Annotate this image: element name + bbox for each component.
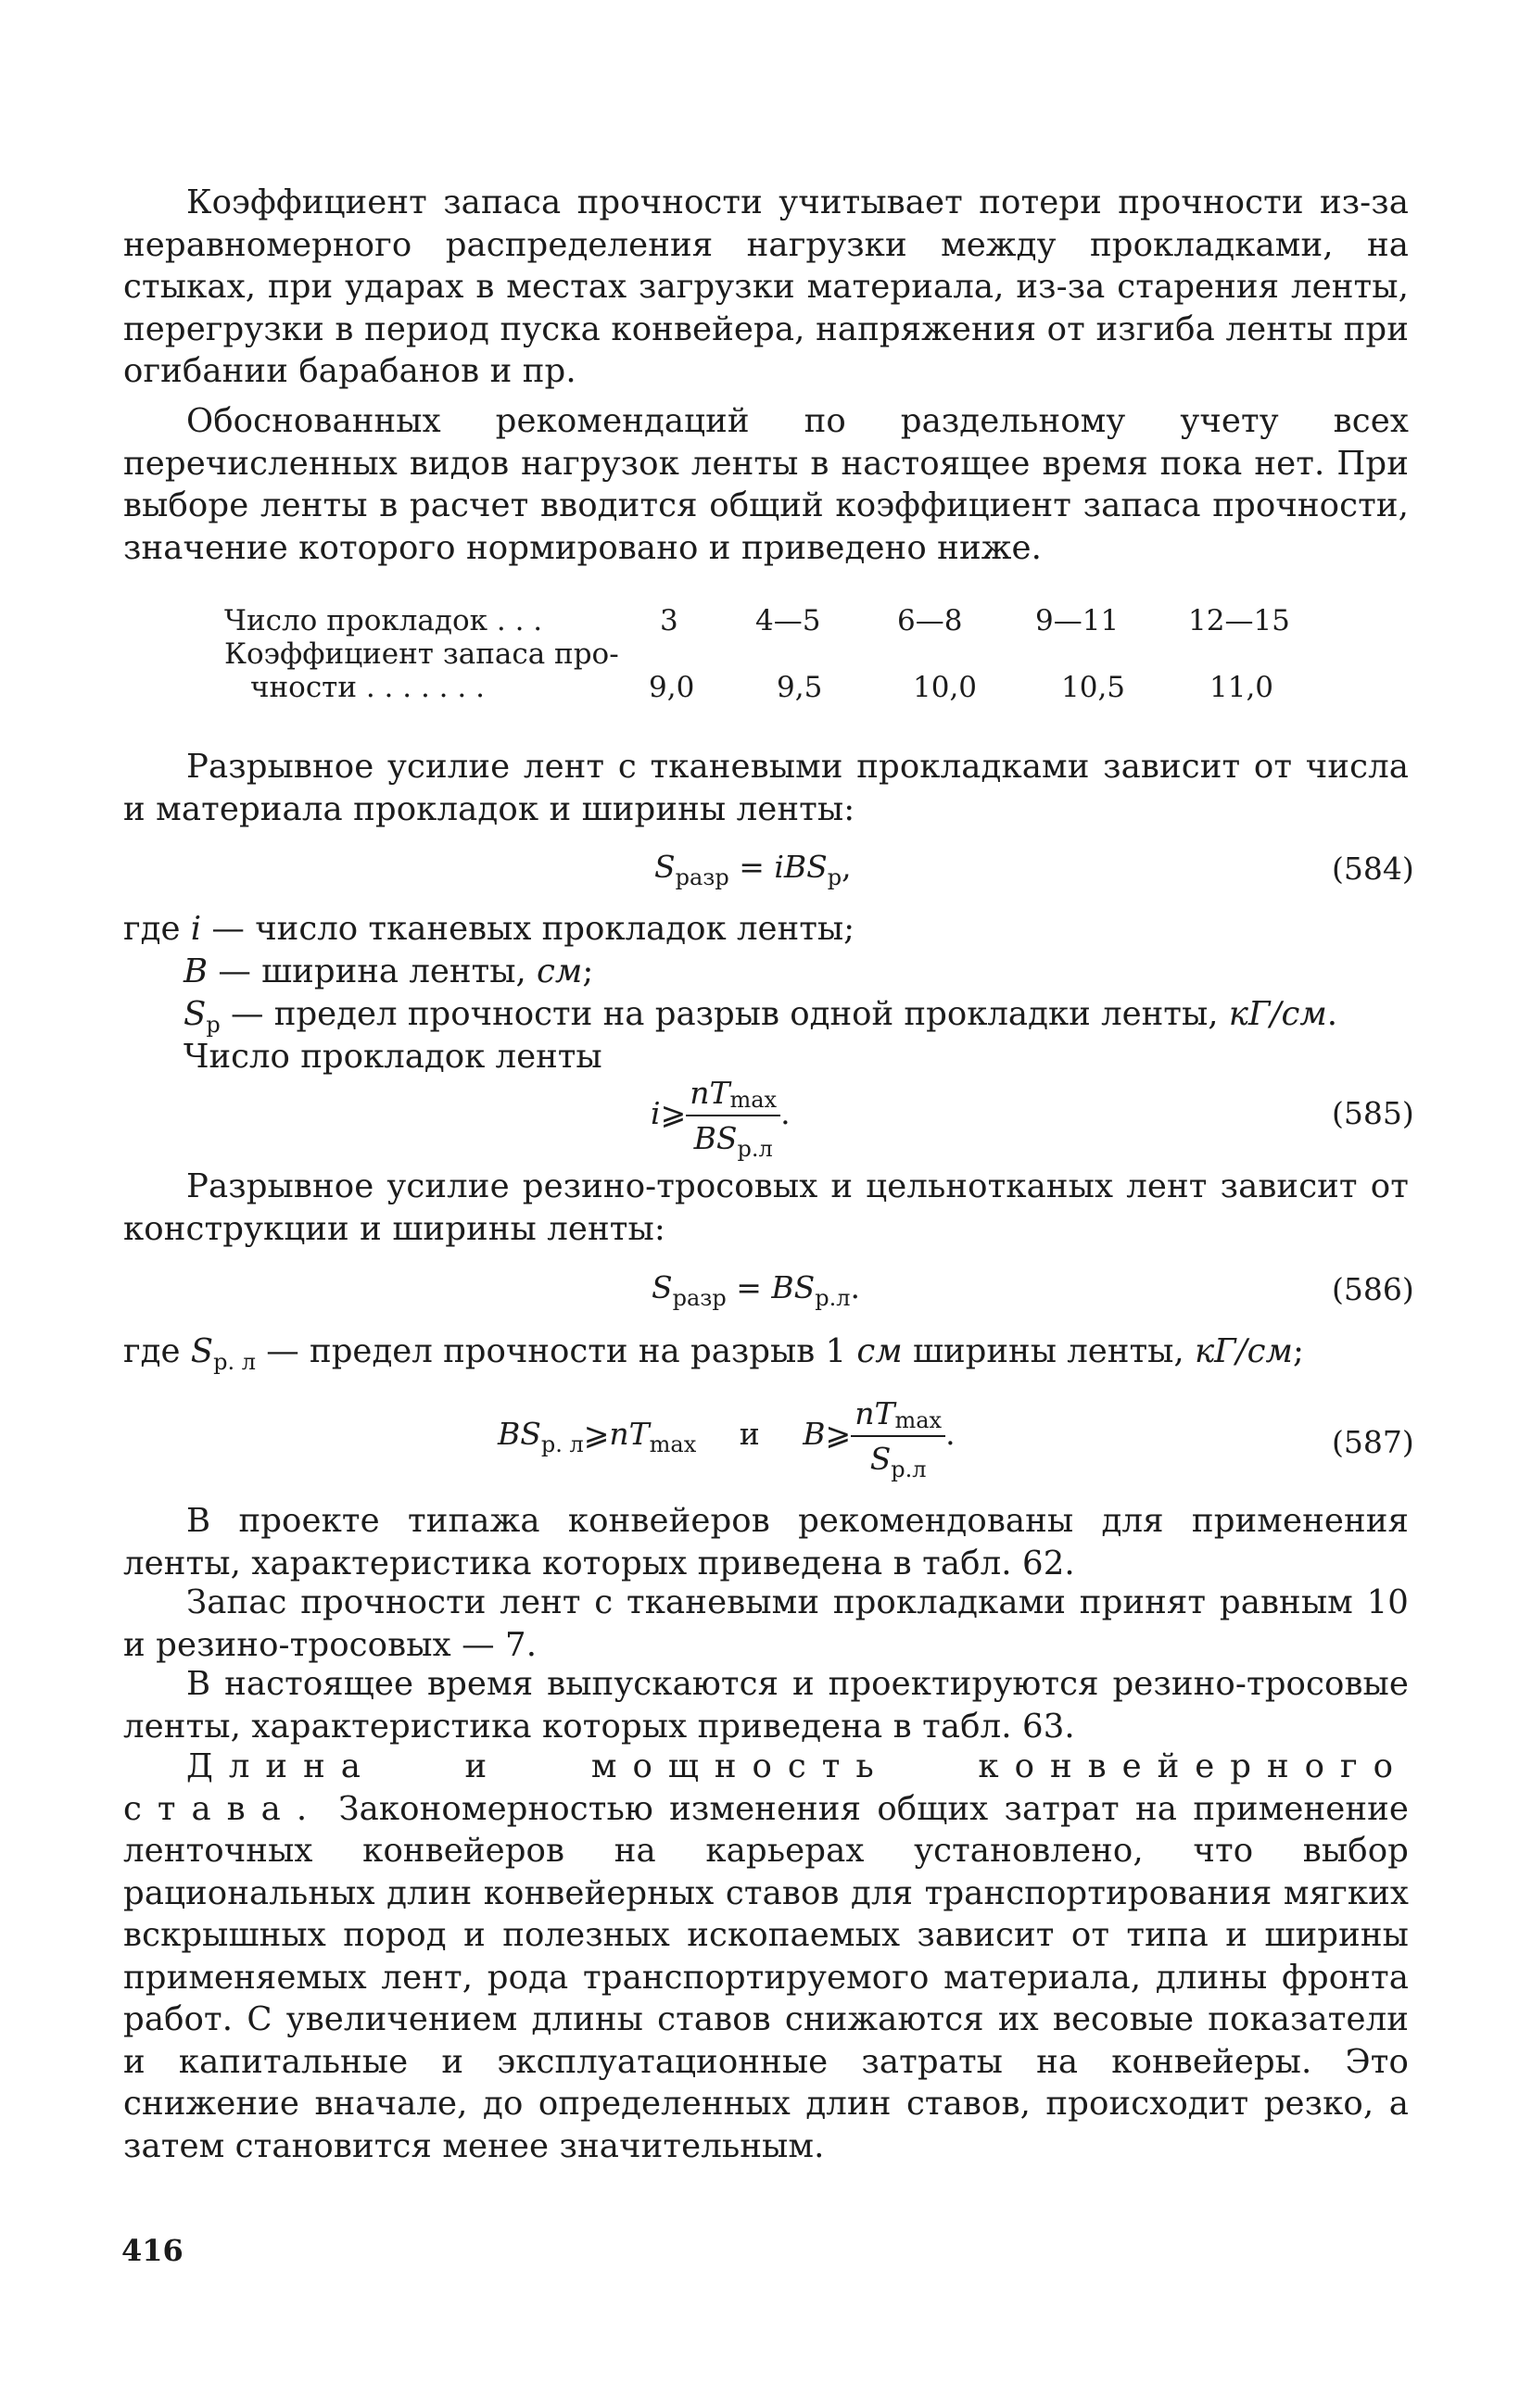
paragraph-safety-factor: Коэффициент запаса прочности учитывает потери прочности из-за неравномерного распределения нагрузки между прокладками, на стыках, при ударах в местах загрузки материала, из-за старения ленты, перегрузки в период пуска конвейера, напряжения от изгиба ленты при огибании барабанов и пр. bbox=[123, 183, 1409, 390]
table-plies-cell: 12—15 bbox=[1188, 604, 1290, 637]
table-label-factor-b: чности . . . . . . . bbox=[250, 671, 485, 704]
formula-584: $S_{разр} = iBS_р$, bbox=[654, 849, 852, 890]
table-factor-cell: 9,0 bbox=[649, 671, 695, 704]
table-plies-cell: 6—8 bbox=[897, 604, 963, 637]
table-factor-cell: 11,0 bbox=[1209, 671, 1274, 704]
table-plies-cell: 9—11 bbox=[1035, 604, 1120, 637]
table-factor-cell: 9,5 bbox=[777, 671, 823, 704]
paragraph-breaking-force-steel: Разрывное усилие резино-тросовых и цельнотканых лент зависит от конструкции и ширины ленты: bbox=[123, 1167, 1409, 1248]
page-number: 416 bbox=[121, 2233, 184, 2268]
where-b-line: B — ширина ленты, см; bbox=[184, 952, 594, 990]
formula-587: $BS_{р. л}⩾nT_{max}$ и B⩾ $\frac{nTmax}{S_{р.л}}$ . bbox=[498, 1395, 956, 1482]
equation-number-586: (586) bbox=[1332, 1271, 1414, 1307]
table-label-factor-a: Коэффициент запаса про- bbox=[224, 637, 619, 671]
paragraph-recommendations: Обоснованных рекомендаций по раздельному учету всех перечисленных видов нагрузок ленты в настоящее время пока нет. При выборе ленты в расчет вводится общий коэффициент запаса прочности, значение которого нормировано и приведено ниже. bbox=[123, 402, 1409, 567]
formula-585: i⩾ $\frac{nTmax}{BS_{р.л}}$ . bbox=[651, 1075, 791, 1162]
paragraph-safety-accepted: Запас прочности лент с тканевыми прокладками принят равным 10 и резино-тросовых — 7. bbox=[123, 1583, 1409, 1664]
equation-number-585: (585) bbox=[1332, 1095, 1414, 1131]
paragraph-type-project: В проекте типажа конвейеров рекомендованы для применения ленты, характеристика которых приведена в табл. 62. bbox=[123, 1502, 1409, 1582]
paragraph-steel-cord-belts: В настоящее время выпускаются и проектируются резино-тросовые ленты, характеристика которых приведена в табл. 63. bbox=[123, 1665, 1409, 1746]
plies-count-line: Число прокладок ленты bbox=[184, 1038, 602, 1076]
table-plies-cell: 3 bbox=[660, 604, 678, 637]
fraction: $\frac{nTmax}{BS_{р.л}}$ bbox=[686, 1075, 780, 1156]
table-factor-cell: 10,0 bbox=[913, 671, 978, 704]
equation-number-587: (587) bbox=[1332, 1424, 1414, 1460]
equation-number-584: (584) bbox=[1332, 851, 1414, 887]
fraction: $\frac{nTmax}{S_{р.л}}$ bbox=[851, 1395, 945, 1477]
where-spl-line: где $S_{р. л}$ — предел прочности на разрыв 1 см ширины ленты, кГ/см; bbox=[123, 1332, 1304, 1375]
table-factor-cell: 10,5 bbox=[1061, 671, 1126, 704]
formula-586: $S_{разр} = BS_{р.л}$. bbox=[652, 1269, 860, 1311]
where-i-line: где i — число тканевых прокладок ленты; bbox=[123, 910, 855, 948]
paragraph-conveyor-length: Длина и мощность конвейерного става. Закономерностью изменения общих затрат на применение ленточных конвейеров на карьерах установлено, что выбор рациональных длин конвейерных ставов для транспортирования мягких вскрышных пород и полезных ископаемых зависит от типа и ширины применяемых лент, рода транспортируемого материала, длины фронта работ. С увеличением длины ставов снижаются их весовые показатели и капитальные и эксплуатационные затраты на конвейеры. Это снижение вначале, до определенных длин ставов, происходит резко, а затем становится менее значительным. bbox=[123, 1747, 1409, 2165]
paragraph-breaking-force-fabric: Разрывное усилие лент с тканевыми прокладками зависит от числа и материала прокладок и ширины ленты: bbox=[123, 748, 1409, 828]
table-label-plies: Число прокладок . . . bbox=[224, 604, 543, 637]
where-sp-line: $S_р$ — предел прочности на разрыв одной прокладки ленты, кГ/см. bbox=[184, 995, 1338, 1038]
table-plies-cell: 4—5 bbox=[755, 604, 821, 637]
section-heading: Длина и мощность конвейерного става. bbox=[123, 1747, 1409, 1828]
